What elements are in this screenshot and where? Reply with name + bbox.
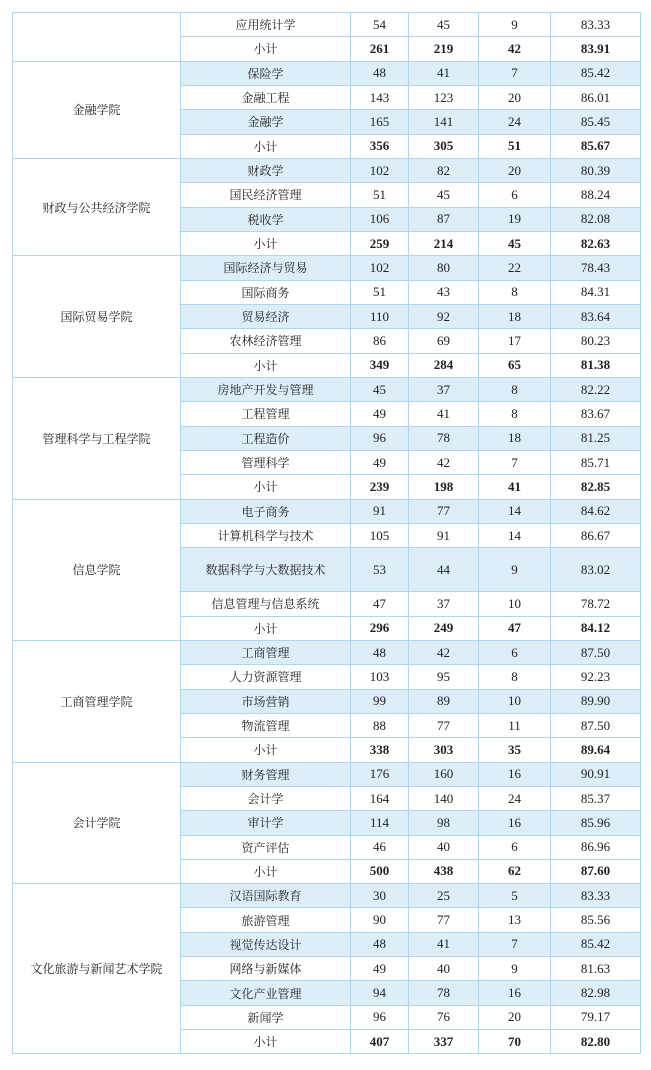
count-a: 51 [351, 280, 409, 304]
count-c: 62 [479, 859, 551, 883]
table-body [13, 13, 641, 1054]
major-name: 工程造价 [181, 426, 351, 450]
major-name: 小计 [181, 134, 351, 158]
count-c: 24 [479, 786, 551, 810]
count-b: 77 [409, 499, 479, 523]
count-b: 41 [409, 61, 479, 85]
count-c: 41 [479, 475, 551, 499]
count-b: 305 [409, 134, 479, 158]
rate-value: 78.72 [551, 592, 641, 616]
count-b: 141 [409, 110, 479, 134]
count-a: 51 [351, 183, 409, 207]
rate-value: 81.25 [551, 426, 641, 450]
count-b: 69 [409, 329, 479, 353]
rate-value: 85.67 [551, 134, 641, 158]
count-c: 7 [479, 61, 551, 85]
major-name: 小计 [181, 738, 351, 762]
count-c: 16 [479, 762, 551, 786]
count-b: 42 [409, 640, 479, 664]
major-name: 小计 [181, 353, 351, 377]
count-c: 51 [479, 134, 551, 158]
rate-value: 83.33 [551, 884, 641, 908]
count-c: 6 [479, 835, 551, 859]
count-b: 219 [409, 37, 479, 61]
rate-value: 85.96 [551, 811, 641, 835]
major-name: 国际商务 [181, 280, 351, 304]
count-a: 164 [351, 786, 409, 810]
count-c: 35 [479, 738, 551, 762]
rate-value: 83.67 [551, 402, 641, 426]
major-name: 人力资源管理 [181, 665, 351, 689]
count-b: 249 [409, 616, 479, 640]
count-c: 13 [479, 908, 551, 932]
count-b: 25 [409, 884, 479, 908]
table-row [13, 499, 641, 523]
count-b: 438 [409, 859, 479, 883]
count-b: 95 [409, 665, 479, 689]
count-c: 24 [479, 110, 551, 134]
rate-value: 88.24 [551, 183, 641, 207]
count-a: 106 [351, 207, 409, 231]
rate-value: 85.56 [551, 908, 641, 932]
table-row [13, 158, 641, 182]
count-c: 10 [479, 689, 551, 713]
count-a: 91 [351, 499, 409, 523]
count-c: 47 [479, 616, 551, 640]
college-name: 管理科学与工程学院 [13, 377, 181, 499]
college-name: 国际贸易学院 [13, 256, 181, 378]
count-c: 11 [479, 713, 551, 737]
table-row [13, 377, 641, 401]
rate-value: 84.62 [551, 499, 641, 523]
count-c: 16 [479, 981, 551, 1005]
count-b: 160 [409, 762, 479, 786]
count-b: 78 [409, 426, 479, 450]
count-b: 41 [409, 932, 479, 956]
college-name: 工商管理学院 [13, 640, 181, 762]
count-b: 40 [409, 957, 479, 981]
count-b: 41 [409, 402, 479, 426]
count-a: 96 [351, 426, 409, 450]
rate-value: 86.01 [551, 85, 641, 109]
count-a: 48 [351, 640, 409, 664]
rate-value: 92.23 [551, 665, 641, 689]
count-c: 14 [479, 499, 551, 523]
major-name: 国民经济管理 [181, 183, 351, 207]
count-c: 20 [479, 1005, 551, 1029]
count-c: 9 [479, 548, 551, 592]
count-c: 20 [479, 158, 551, 182]
major-name: 小计 [181, 1030, 351, 1054]
major-name: 小计 [181, 616, 351, 640]
count-a: 176 [351, 762, 409, 786]
count-b: 45 [409, 183, 479, 207]
rate-value: 82.98 [551, 981, 641, 1005]
major-name: 电子商务 [181, 499, 351, 523]
rate-value: 85.42 [551, 61, 641, 85]
count-c: 16 [479, 811, 551, 835]
count-a: 99 [351, 689, 409, 713]
major-name: 财政学 [181, 158, 351, 182]
major-name: 小计 [181, 37, 351, 61]
count-a: 114 [351, 811, 409, 835]
major-name: 会计学 [181, 786, 351, 810]
major-name: 汉语国际教育 [181, 884, 351, 908]
major-name: 财务管理 [181, 762, 351, 786]
count-c: 17 [479, 329, 551, 353]
rate-value: 83.91 [551, 37, 641, 61]
count-a: 259 [351, 231, 409, 255]
count-a: 48 [351, 61, 409, 85]
count-a: 103 [351, 665, 409, 689]
count-c: 18 [479, 426, 551, 450]
college-name: 会计学院 [13, 762, 181, 884]
rate-value: 87.60 [551, 859, 641, 883]
major-name: 新闻学 [181, 1005, 351, 1029]
count-c: 14 [479, 523, 551, 547]
rate-value: 85.37 [551, 786, 641, 810]
count-b: 76 [409, 1005, 479, 1029]
count-a: 48 [351, 932, 409, 956]
major-name: 金融学 [181, 110, 351, 134]
major-name: 数据科学与大数据技术 [181, 548, 351, 592]
rate-value: 90.91 [551, 762, 641, 786]
major-name: 贸易经济 [181, 304, 351, 328]
rate-value: 86.67 [551, 523, 641, 547]
count-a: 49 [351, 450, 409, 474]
count-c: 19 [479, 207, 551, 231]
employment-stats-table [12, 12, 641, 1054]
count-c: 9 [479, 13, 551, 37]
count-c: 20 [479, 85, 551, 109]
major-name: 资产评估 [181, 835, 351, 859]
college-name: 金融学院 [13, 61, 181, 158]
count-a: 94 [351, 981, 409, 1005]
count-b: 42 [409, 450, 479, 474]
count-c: 10 [479, 592, 551, 616]
major-name: 税收学 [181, 207, 351, 231]
count-c: 18 [479, 304, 551, 328]
rate-value: 83.64 [551, 304, 641, 328]
rate-value: 82.22 [551, 377, 641, 401]
table-row [13, 884, 641, 908]
count-a: 102 [351, 158, 409, 182]
table-row [13, 13, 641, 37]
table-row [13, 61, 641, 85]
rate-value: 89.90 [551, 689, 641, 713]
rate-value: 81.38 [551, 353, 641, 377]
rate-value: 85.71 [551, 450, 641, 474]
major-name: 小计 [181, 231, 351, 255]
count-b: 198 [409, 475, 479, 499]
rate-value: 87.50 [551, 640, 641, 664]
count-b: 44 [409, 548, 479, 592]
count-a: 96 [351, 1005, 409, 1029]
count-c: 7 [479, 932, 551, 956]
count-a: 90 [351, 908, 409, 932]
college-name: 信息学院 [13, 499, 181, 640]
college-name: 财政与公共经济学院 [13, 158, 181, 255]
count-b: 303 [409, 738, 479, 762]
count-b: 80 [409, 256, 479, 280]
count-a: 49 [351, 957, 409, 981]
major-name: 小计 [181, 859, 351, 883]
count-b: 87 [409, 207, 479, 231]
major-name: 工商管理 [181, 640, 351, 664]
count-a: 165 [351, 110, 409, 134]
major-name: 国际经济与贸易 [181, 256, 351, 280]
count-a: 47 [351, 592, 409, 616]
rate-value: 83.02 [551, 548, 641, 592]
count-a: 102 [351, 256, 409, 280]
count-c: 8 [479, 377, 551, 401]
rate-value: 80.39 [551, 158, 641, 182]
count-a: 296 [351, 616, 409, 640]
count-a: 349 [351, 353, 409, 377]
major-name: 物流管理 [181, 713, 351, 737]
count-a: 30 [351, 884, 409, 908]
major-name: 小计 [181, 475, 351, 499]
count-b: 92 [409, 304, 479, 328]
rate-value: 80.23 [551, 329, 641, 353]
count-b: 40 [409, 835, 479, 859]
count-a: 45 [351, 377, 409, 401]
major-name: 旅游管理 [181, 908, 351, 932]
rate-value: 85.42 [551, 932, 641, 956]
rate-value: 82.85 [551, 475, 641, 499]
rate-value: 87.50 [551, 713, 641, 737]
count-b: 98 [409, 811, 479, 835]
count-b: 45 [409, 13, 479, 37]
count-b: 140 [409, 786, 479, 810]
count-a: 88 [351, 713, 409, 737]
count-c: 7 [479, 450, 551, 474]
major-name: 农林经济管理 [181, 329, 351, 353]
college-name [13, 13, 181, 62]
rate-value: 79.17 [551, 1005, 641, 1029]
count-a: 407 [351, 1030, 409, 1054]
major-name: 审计学 [181, 811, 351, 835]
count-b: 77 [409, 908, 479, 932]
rate-value: 82.08 [551, 207, 641, 231]
count-b: 89 [409, 689, 479, 713]
count-c: 6 [479, 640, 551, 664]
count-c: 8 [479, 280, 551, 304]
count-c: 22 [479, 256, 551, 280]
count-b: 78 [409, 981, 479, 1005]
count-b: 123 [409, 85, 479, 109]
major-name: 视觉传达设计 [181, 932, 351, 956]
count-a: 49 [351, 402, 409, 426]
major-name: 工程管理 [181, 402, 351, 426]
major-name: 金融工程 [181, 85, 351, 109]
count-b: 337 [409, 1030, 479, 1054]
count-c: 9 [479, 957, 551, 981]
count-a: 46 [351, 835, 409, 859]
count-c: 42 [479, 37, 551, 61]
count-b: 82 [409, 158, 479, 182]
major-name: 计算机科学与技术 [181, 523, 351, 547]
major-name: 管理科学 [181, 450, 351, 474]
count-a: 143 [351, 85, 409, 109]
rate-value: 84.12 [551, 616, 641, 640]
count-b: 37 [409, 592, 479, 616]
count-b: 214 [409, 231, 479, 255]
count-a: 261 [351, 37, 409, 61]
count-a: 338 [351, 738, 409, 762]
count-c: 8 [479, 402, 551, 426]
count-c: 6 [479, 183, 551, 207]
major-name: 信息管理与信息系统 [181, 592, 351, 616]
count-b: 284 [409, 353, 479, 377]
rate-value: 82.63 [551, 231, 641, 255]
table-row [13, 256, 641, 280]
count-c: 8 [479, 665, 551, 689]
rate-value: 84.31 [551, 280, 641, 304]
major-name: 网络与新媒体 [181, 957, 351, 981]
count-a: 500 [351, 859, 409, 883]
count-a: 110 [351, 304, 409, 328]
count-c: 45 [479, 231, 551, 255]
count-c: 5 [479, 884, 551, 908]
major-name: 保险学 [181, 61, 351, 85]
rate-value: 78.43 [551, 256, 641, 280]
count-a: 53 [351, 548, 409, 592]
count-a: 86 [351, 329, 409, 353]
rate-value: 83.33 [551, 13, 641, 37]
rate-value: 89.64 [551, 738, 641, 762]
count-c: 65 [479, 353, 551, 377]
count-b: 37 [409, 377, 479, 401]
college-name: 文化旅游与新闻艺术学院 [13, 884, 181, 1054]
count-a: 239 [351, 475, 409, 499]
table-row [13, 762, 641, 786]
count-a: 54 [351, 13, 409, 37]
count-b: 91 [409, 523, 479, 547]
count-b: 77 [409, 713, 479, 737]
rate-value: 86.96 [551, 835, 641, 859]
count-c: 70 [479, 1030, 551, 1054]
major-name: 文化产业管理 [181, 981, 351, 1005]
major-name: 应用统计学 [181, 13, 351, 37]
rate-value: 82.80 [551, 1030, 641, 1054]
count-a: 356 [351, 134, 409, 158]
count-a: 105 [351, 523, 409, 547]
major-name: 市场营销 [181, 689, 351, 713]
count-b: 43 [409, 280, 479, 304]
table-row [13, 640, 641, 664]
major-name: 房地产开发与管理 [181, 377, 351, 401]
rate-value: 85.45 [551, 110, 641, 134]
rate-value: 81.63 [551, 957, 641, 981]
